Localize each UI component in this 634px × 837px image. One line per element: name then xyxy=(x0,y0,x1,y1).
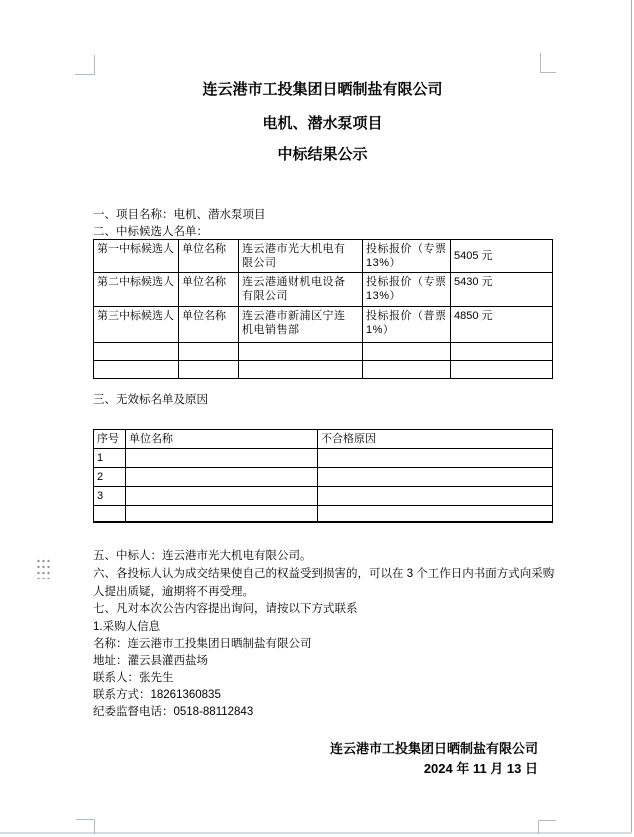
purchaser-heading: 1.采购人信息 xyxy=(93,621,161,633)
purchaser-phone: 联系方式：18261360835 xyxy=(93,689,221,701)
table-header-cell: 序号 xyxy=(94,430,126,449)
table-cell xyxy=(363,343,451,361)
table-cell xyxy=(126,449,318,468)
table-cell: 第三中标候选人 xyxy=(94,307,179,343)
table-cell: 连云港市光大机电有 限公司 xyxy=(239,240,363,273)
table-row xyxy=(94,487,553,506)
purchaser-address: 地址：灌云县灌西盐场 xyxy=(93,655,208,667)
invalid-bids-table xyxy=(93,429,553,523)
table-cell: 单位名称 xyxy=(179,307,239,343)
table-cell xyxy=(94,506,126,522)
table-row xyxy=(94,506,553,522)
table-cell: 投标报价（专票 13%） xyxy=(363,273,451,307)
table-cell: 连云港市新浦区宁连 机电销售部 xyxy=(239,307,363,343)
section-project-name: 一、项目名称：电机、潜水泵项目 xyxy=(93,209,266,221)
page-right-edge xyxy=(631,0,632,833)
table-cell: 第二中标候选人 xyxy=(94,273,179,307)
table-cell xyxy=(126,506,318,522)
table-cell xyxy=(126,468,318,487)
margin-dots-icon xyxy=(35,557,51,579)
table-cell xyxy=(451,343,553,361)
table-cell: 第一中标候选人 xyxy=(94,240,179,273)
section-invalid-heading: 三、无效标名单及原因 xyxy=(93,394,208,406)
supervision-phone: 纪委监督电话：0518-88112843 xyxy=(93,706,254,718)
table-cell: 5405 元 xyxy=(451,240,553,273)
table-cell: 1 xyxy=(94,449,126,468)
title-company: 连云港市工投集团日晒制盐有限公司 xyxy=(202,81,443,98)
table-row xyxy=(94,449,553,468)
purchaser-name: 名称：连云港市工投集团日晒制盐有限公司 xyxy=(93,638,312,650)
candidates-table xyxy=(93,239,553,379)
table-cell xyxy=(318,449,553,468)
table-cell xyxy=(318,468,553,487)
table-row xyxy=(94,273,553,307)
table-cell xyxy=(126,487,318,506)
table-cell xyxy=(94,343,179,361)
table-cell xyxy=(451,361,553,379)
section-objection: 六、各投标人认为成交结果使自己的权益受到损害的，可以在 3 个工作日内书面方式向采购 人提出质疑，逾期将不再受理。 xyxy=(93,568,555,598)
margin-crop-mark-bottom-right xyxy=(538,820,556,834)
section-winner: 五、中标人：连云港市光大机电有限公司。 xyxy=(93,550,312,562)
table-cell: 5430 元 xyxy=(451,273,553,307)
table-cell: 连云港通财机电设备 有限公司 xyxy=(239,273,363,307)
table-header-cell: 单位名称 xyxy=(126,430,318,449)
table-cell xyxy=(179,361,239,379)
margin-crop-mark-top-left xyxy=(75,55,95,75)
table-cell xyxy=(179,343,239,361)
table-cell xyxy=(318,506,553,522)
table-header-cell: 不合格原因 xyxy=(318,430,553,449)
table-cell: 4850 元 xyxy=(451,307,553,343)
table-cell: 单位名称 xyxy=(179,273,239,307)
table-cell xyxy=(239,361,363,379)
table-cell: 单位名称 xyxy=(179,240,239,273)
table-cell xyxy=(363,361,451,379)
table-cell: 2 xyxy=(94,468,126,487)
purchaser-contact-person: 联系人：张先生 xyxy=(93,672,174,684)
table-cell xyxy=(94,361,179,379)
margin-crop-mark-bottom-left xyxy=(76,819,95,834)
table-row xyxy=(94,343,553,361)
table-cell: 投标报价（普票 1%） xyxy=(363,307,451,343)
section-contact-intro: 七、凡对本次公告内容提出询问，请按以下方式联系 xyxy=(93,603,358,615)
margin-crop-mark-top-right xyxy=(540,53,556,73)
title-announcement: 中标结果公示 xyxy=(277,146,368,163)
section-candidates-heading: 二、中标候选人名单： xyxy=(93,226,208,238)
table-cell: 投标报价（专票 13%） xyxy=(363,240,451,273)
table-row xyxy=(94,468,553,487)
table-cell xyxy=(239,343,363,361)
table-row xyxy=(94,307,553,343)
table-header-row xyxy=(94,430,553,449)
table-row xyxy=(94,240,553,273)
signature-date: 2024 年 11 月 13 日 xyxy=(423,761,538,776)
title-project: 电机、潜水泵项目 xyxy=(262,115,383,132)
table-cell xyxy=(318,487,553,506)
signature-company: 连云港市工投集团日晒制盐有限公司 xyxy=(329,741,538,756)
table-cell: 3 xyxy=(94,487,126,506)
table-row xyxy=(94,361,553,379)
